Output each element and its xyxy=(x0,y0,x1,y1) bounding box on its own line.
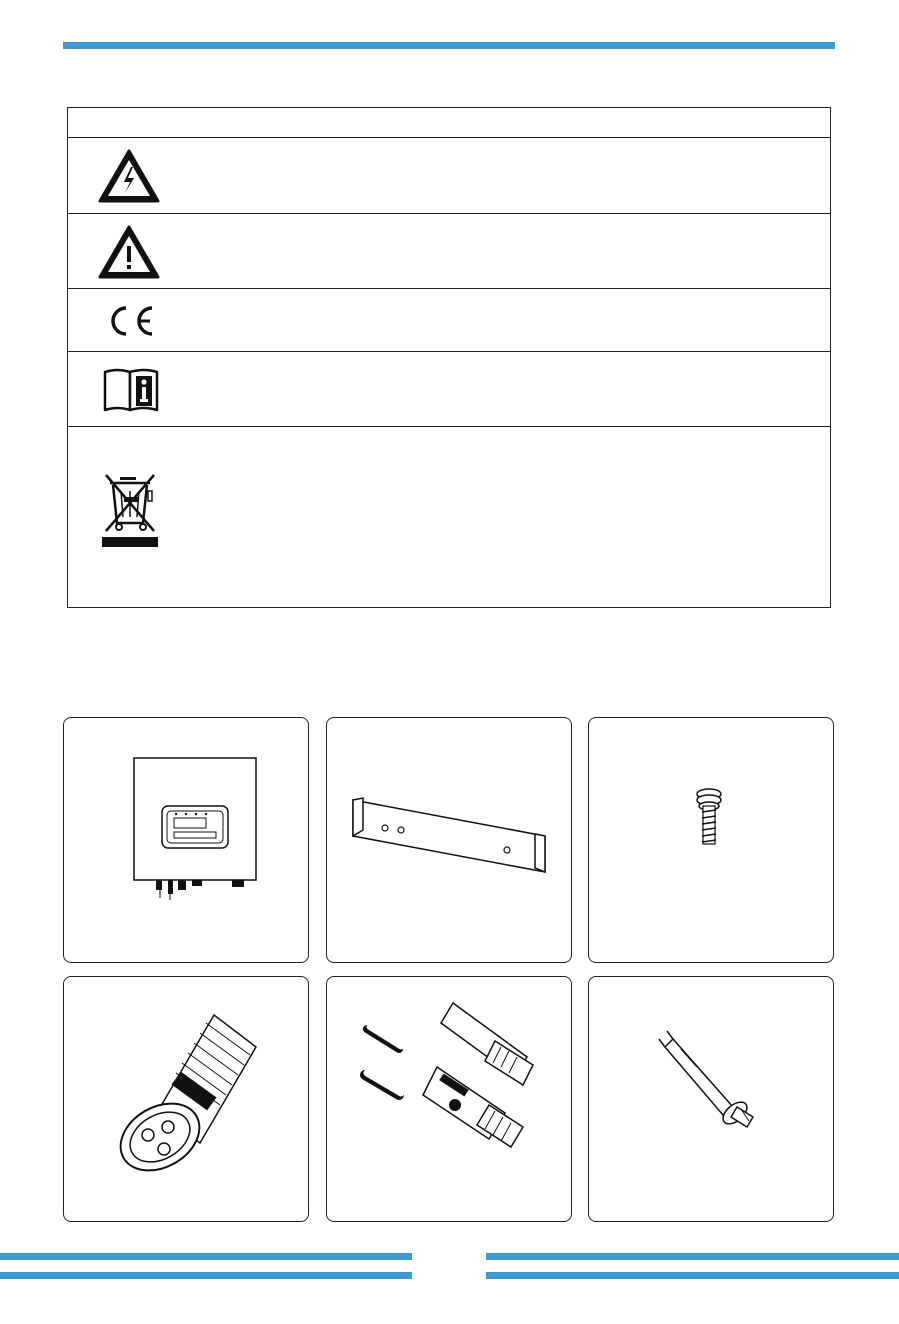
packing-item-expansion-bolt xyxy=(588,976,834,1222)
footer-bar-right-upper xyxy=(486,1253,899,1260)
packing-item-screw xyxy=(588,717,834,963)
symbol-row-ce-mark xyxy=(68,289,830,352)
packing-item-dc-connectors xyxy=(326,976,572,1222)
refer-to-manual-icon xyxy=(102,366,162,419)
symbol-row-caution xyxy=(68,214,830,289)
footer-bar-left-upper xyxy=(0,1253,412,1260)
packing-item-inverter xyxy=(63,717,309,963)
footer-bar-right-lower xyxy=(486,1272,899,1279)
packing-item-bracket xyxy=(326,717,572,963)
high-voltage-warning-icon xyxy=(96,146,162,211)
weee-disposal-icon xyxy=(98,471,162,554)
footer-bar-left-lower xyxy=(0,1272,412,1279)
ce-mark-icon xyxy=(106,303,158,344)
symbol-row-high-voltage xyxy=(68,138,830,214)
header-accent-bar xyxy=(63,42,835,49)
symbol-table-header xyxy=(68,108,830,138)
symbol-row-weee xyxy=(68,427,830,607)
symbol-row-manual xyxy=(68,352,830,427)
packing-item-ac-connector xyxy=(63,976,309,1222)
symbol-table xyxy=(67,107,831,608)
caution-warning-icon xyxy=(96,222,162,287)
